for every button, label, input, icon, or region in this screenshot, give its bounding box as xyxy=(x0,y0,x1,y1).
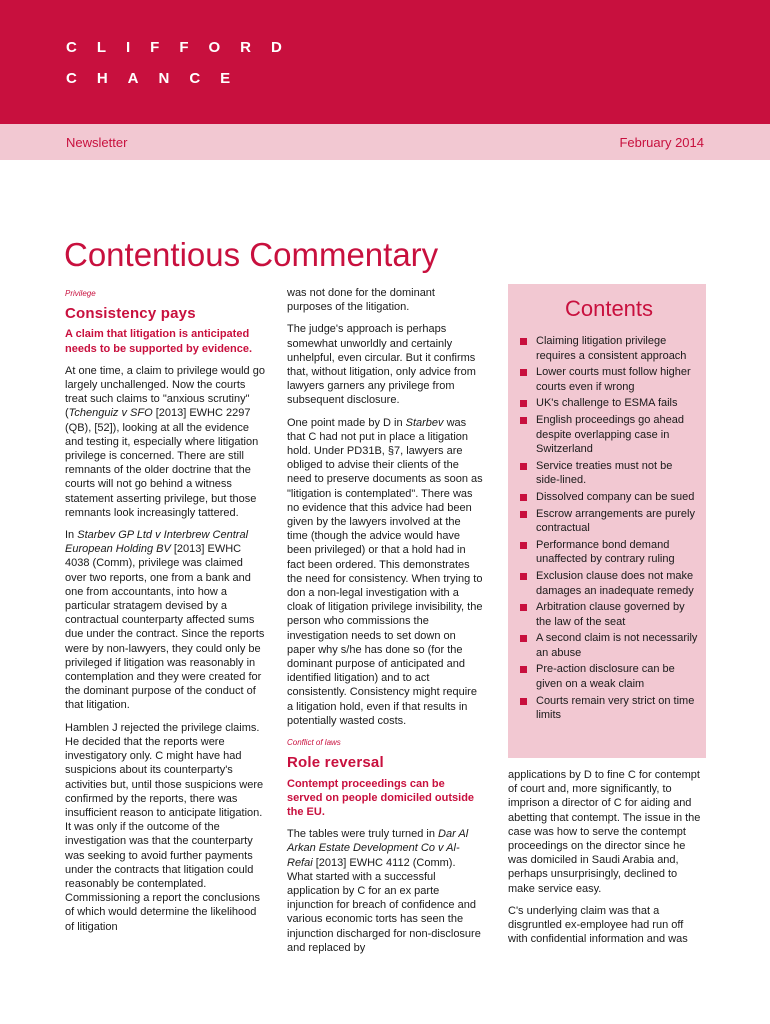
square-bullet-icon xyxy=(520,604,527,611)
contents-item[interactable]: Arbitration clause governed by the law of the seat xyxy=(520,600,698,629)
square-bullet-icon xyxy=(520,542,527,549)
contents-item[interactable]: Exclusion clause does not make damages an inadequate remedy xyxy=(520,569,698,598)
contents-item[interactable]: A second claim is not necessarily an abuse xyxy=(520,631,698,660)
logo-line-1: CLIFFORD xyxy=(66,39,302,56)
square-bullet-icon xyxy=(520,573,527,580)
article-1-paragraph-1: At one time, a claim to privilege would go largely unchallenged. Now the courts treat such claims to "anxious scrutiny" (Tchenguiz v SFO [2013] EWHC 2297 (QB), [52]), looking at all the evidence and testing it, especially where litigation privilege is concerned. There are still remnants of the older doctrine that the courts will not go behind a witness statement asserting privilege, but those remnants look increasingly tattered. xyxy=(65,364,265,519)
square-bullet-icon xyxy=(520,494,527,501)
square-bullet-icon xyxy=(520,369,527,376)
square-bullet-icon xyxy=(520,698,527,705)
article-2-paragraph-3: C's underlying claim was that a disgruntled ex-employee had run off with confidential information and was xyxy=(508,904,688,946)
square-bullet-icon xyxy=(520,511,527,518)
contents-item[interactable]: Lower courts must follow higher courts even if wrong xyxy=(520,365,698,394)
contents-item[interactable]: Performance bond demand unaffected by contrary ruling xyxy=(520,538,698,567)
article-1-paragraph-4: was not done for the dominant purposes of the litigation. xyxy=(287,287,435,314)
square-bullet-icon xyxy=(520,463,527,470)
column-1 xyxy=(65,287,267,942)
square-bullet-icon xyxy=(520,400,527,407)
contents-item[interactable]: Escrow arrangements are purely contractual xyxy=(520,507,698,536)
column-2 xyxy=(287,286,483,963)
square-bullet-icon xyxy=(520,666,527,673)
article-1-standfirst: A claim that litigation is anticipated needs to be supported by evidence. xyxy=(65,328,253,355)
article-1-paragraph-3: Hamblen J rejected the privilege claims. He decided that the reports were investigatory only. C might have had suspicions about its counterparty's activities but, until those suspicions were confirmed by the reports, there was insufficient reason to anticipate litigation. It was only if the outcome of the investigation was that the counterparty was seeking to avoid further payments under the contracts that litigation could reasonably be contemplated. Commissioning a report the conclusions of which would determine the likelihood of litigation xyxy=(65,721,264,933)
article-2-standfirst: Contempt proceedings can be served on people domiciled outside the EU. xyxy=(287,777,475,818)
contents-item[interactable]: Courts remain very strict on time limits xyxy=(520,694,698,723)
column-3 xyxy=(508,768,704,954)
header-banner xyxy=(0,0,770,124)
contents-list xyxy=(520,334,698,723)
contents-item[interactable]: Claiming litigation privilege requires a consistent approach xyxy=(520,334,698,363)
article-2-tag: Conflict of laws xyxy=(287,738,341,748)
article-1-paragraph-5: The judge's approach is perhaps somewhat unworldly and certainly unhelpful, even circular. But it confirms that, without litigation, only advice from lawyers garners any privilege from subsequent disclosure. xyxy=(287,323,476,407)
contents-item[interactable]: UK's challenge to ESMA fails xyxy=(520,396,698,411)
contents-box xyxy=(508,284,706,758)
square-bullet-icon xyxy=(520,635,527,642)
contents-item[interactable]: Service treaties must not be side-lined. xyxy=(520,459,698,488)
article-2-headline: Role reversal xyxy=(287,754,384,772)
article-1-paragraph-6: One point made by D in Starbev was that C had not put in place a litigation hold. Under PD31B, §7, lawyers are obliged to advise their clients of the need to preserve documents as soon as "litigation is contemplated". There was no evidence that this advice had been given by the lawyers involved at the time (though the advice would have been privileged) or that a hold had in fact been ordered. This demonstrates the need for consistency. When trying to don a non-legal investigation with a cloak of litigation privilege invisibility, the person who commissions the investigation needs to set down on paper why s/he has done so (for the dominant purpose of anticipated and identified litigation) and to act consistently. Consistency might require a litigation hold, even if that results in potentially wasted costs. xyxy=(287,416,483,727)
article-2-paragraph-2: applications by D to fine C for contempt of court and, more significantly, to imprison a director of C for aiding and abetting that contempt. The issue in the case was how to serve the contempt proceedings on the director since he was domiciled in Saudi Arabia and, perhaps unsurprisingly, declined to make service easy. xyxy=(508,769,701,895)
issue-date: February 2014 xyxy=(619,135,704,150)
article-2-paragraph-1: The tables were truly turned in Dar Al Arkan Estate Development Co v Al-Refai [2013] EWHC 4112 (Comm). What started with a successful application by C for an ex parte injunction for breach of confidence and various economic torts has seen the injunction discharged for non-disclosure and replaced by xyxy=(287,828,481,954)
contents-item[interactable]: Pre-action disclosure can be given on a weak claim xyxy=(520,662,698,691)
contents-item[interactable]: Dissolved company can be sued xyxy=(520,490,698,505)
square-bullet-icon xyxy=(520,417,527,424)
contents-title: Contents xyxy=(564,296,654,321)
logo-line-2: CHANCE xyxy=(66,70,251,87)
article-1-tag: Privilege xyxy=(65,289,96,298)
square-bullet-icon xyxy=(520,338,527,345)
newsletter-label: Newsletter xyxy=(66,135,128,150)
article-1-headline: Consistency pays xyxy=(65,305,196,323)
page-title: Contentious Commentary xyxy=(64,236,439,273)
contents-item[interactable]: English proceedings go ahead despite overlapping case in Switzerland xyxy=(520,413,698,457)
article-1-paragraph-2: In Starbev GP Ltd v Interbrew Central European Holding BV [2013] EWHC 4038 (Comm), privilege was claimed over two reports, one from a bank and one from accountants, into how a particular stratagem devised by a contractual counterparty affected sums due under the contract. Since the reports were by non-lawyers, they could only be privileged if litigation was reasonably in contemplation and they were created for the dominant purpose of the conduct of that litigation. xyxy=(65,529,265,712)
